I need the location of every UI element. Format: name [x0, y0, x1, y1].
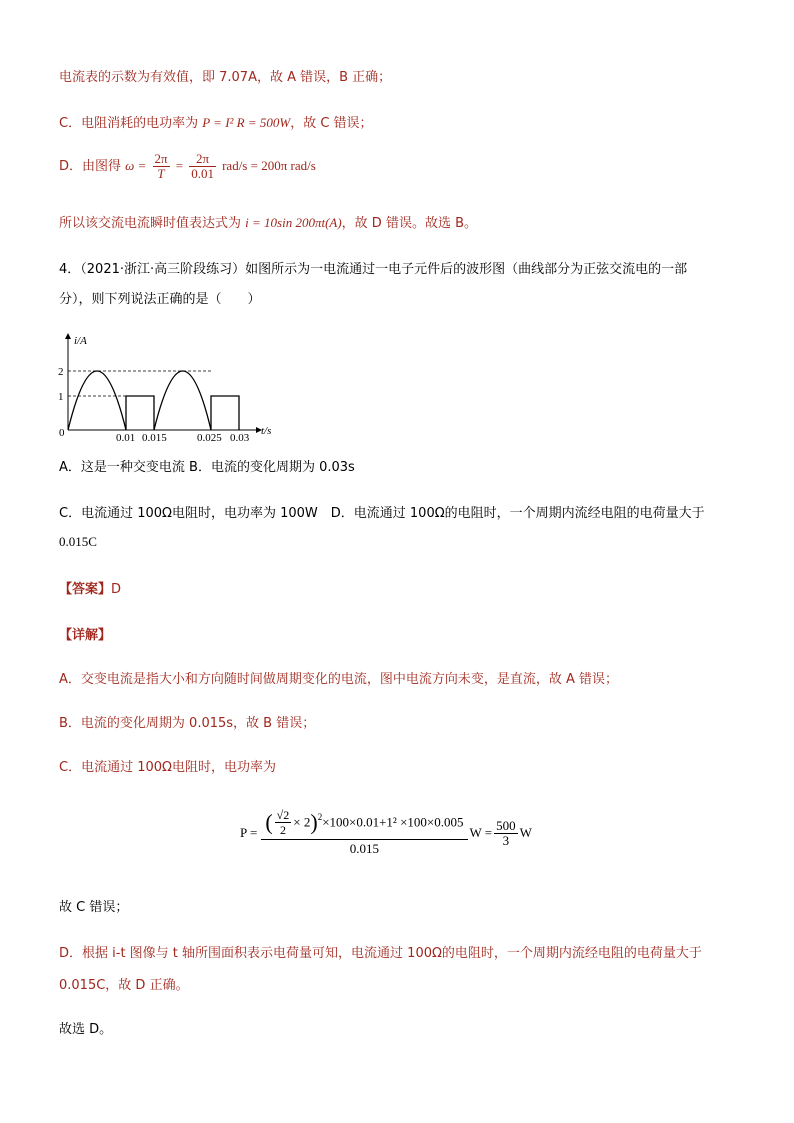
- square-pulse-1: [126, 396, 154, 430]
- explain-c: C．电流通过 100Ω电阻时，电功率为: [59, 760, 276, 775]
- waveform-graph: [56, 330, 286, 442]
- prev-d-fraction-2: $\frac{2\pi}{0.01}$: [191, 151, 214, 181]
- prev-conclusion: 所以该交流电流瞬时值表达式为 i = 10sin 200πt(A)，故 D 错误。故选 B。: [59, 215, 477, 231]
- options-ab: A．这是一种交变电流 B．电流的变化周期为 0.03s: [59, 460, 355, 475]
- prev-c-tail: ，故 C 错误；: [290, 116, 373, 131]
- answer-label: 【答案】: [59, 582, 112, 597]
- prev-c-formula: P = I² R = 500W: [202, 115, 291, 130]
- options-cd-line-1: C．电流通过 100Ω电阻时，电功率为 100W D．电流通过 100Ω的电阻时，一个周期内流经电阻的电荷量大于: [59, 506, 705, 521]
- x-tick-0.03: 0.03: [230, 432, 250, 442]
- y-tick-2: 2: [58, 366, 64, 378]
- explain-final: 故选 D。: [59, 1022, 113, 1037]
- explain-c-wrong: 故 C 错误；: [59, 900, 129, 915]
- prev-d-fraction-1: $\frac{2\pi}{T}$: [154, 151, 168, 181]
- y-tick-1: 1: [58, 391, 64, 403]
- prev-d-omega: ω =: [125, 158, 147, 173]
- y-axis-label: i/A: [74, 335, 87, 347]
- x-tick-0.015: 0.015: [142, 432, 167, 442]
- prev-d-tail: rad/s = 200π rad/s: [222, 158, 316, 173]
- x-tick-0.01: 0.01: [116, 432, 136, 442]
- prev-line-1: 电流表的示数为有效值，即 7.07A，故 A 错误，B 正确；: [59, 70, 392, 85]
- answer-value: D: [111, 582, 122, 597]
- options-cd-line-2: 0.015C: [59, 534, 97, 549]
- power-formula: P = ( $\frac{√2}{2}$ × 2)$^2$×100×0.01+1² ×100×0.005 0.015 W = $\frac{500}{3}$ W: [240, 808, 532, 856]
- explain-label: 【详解】: [59, 628, 112, 643]
- explain-b: B．电流的变化周期为 0.015s，故 B 错误；: [59, 716, 316, 731]
- origin-label: 0: [59, 427, 65, 439]
- explain-d-line-2: 0.015C，故 D 正确。: [59, 978, 189, 993]
- square-pulse-2: [211, 396, 239, 430]
- question-line-2: 分），则下列说法正确的是（ ）: [59, 292, 261, 307]
- question-line-1: 4．（2021·浙江·高三阶段练习）如图所示为一电流通过一电子元件后的波形图（曲线部分为正弦交流电的一部: [59, 262, 688, 277]
- explain-d-line-1: D．根据 i-t 图像与 t 轴所围面积表示电荷量可知，电流通过 100Ω的电阻时，一个周期内流经电阻的电荷量大于: [59, 946, 702, 961]
- x-tick-0.025: 0.025: [197, 432, 222, 442]
- prev-d-eq: =: [175, 158, 184, 173]
- explain-a: A．交变电流是指大小和方向随时间做周期变化的电流，图中电流方向未变，是直流，故 A 错误；: [59, 672, 619, 687]
- prev-line-d: [59, 152, 316, 181]
- sine-arc-1: [68, 371, 126, 430]
- x-axis-label: t/s: [261, 425, 272, 437]
- sine-arc-2: [154, 371, 211, 430]
- prev-line-c: [59, 112, 373, 131]
- answer-line: [59, 578, 121, 597]
- prev-d-label: D．由图得: [59, 159, 126, 174]
- prev-c-label: C．电阻消耗的电功率为: [59, 116, 203, 131]
